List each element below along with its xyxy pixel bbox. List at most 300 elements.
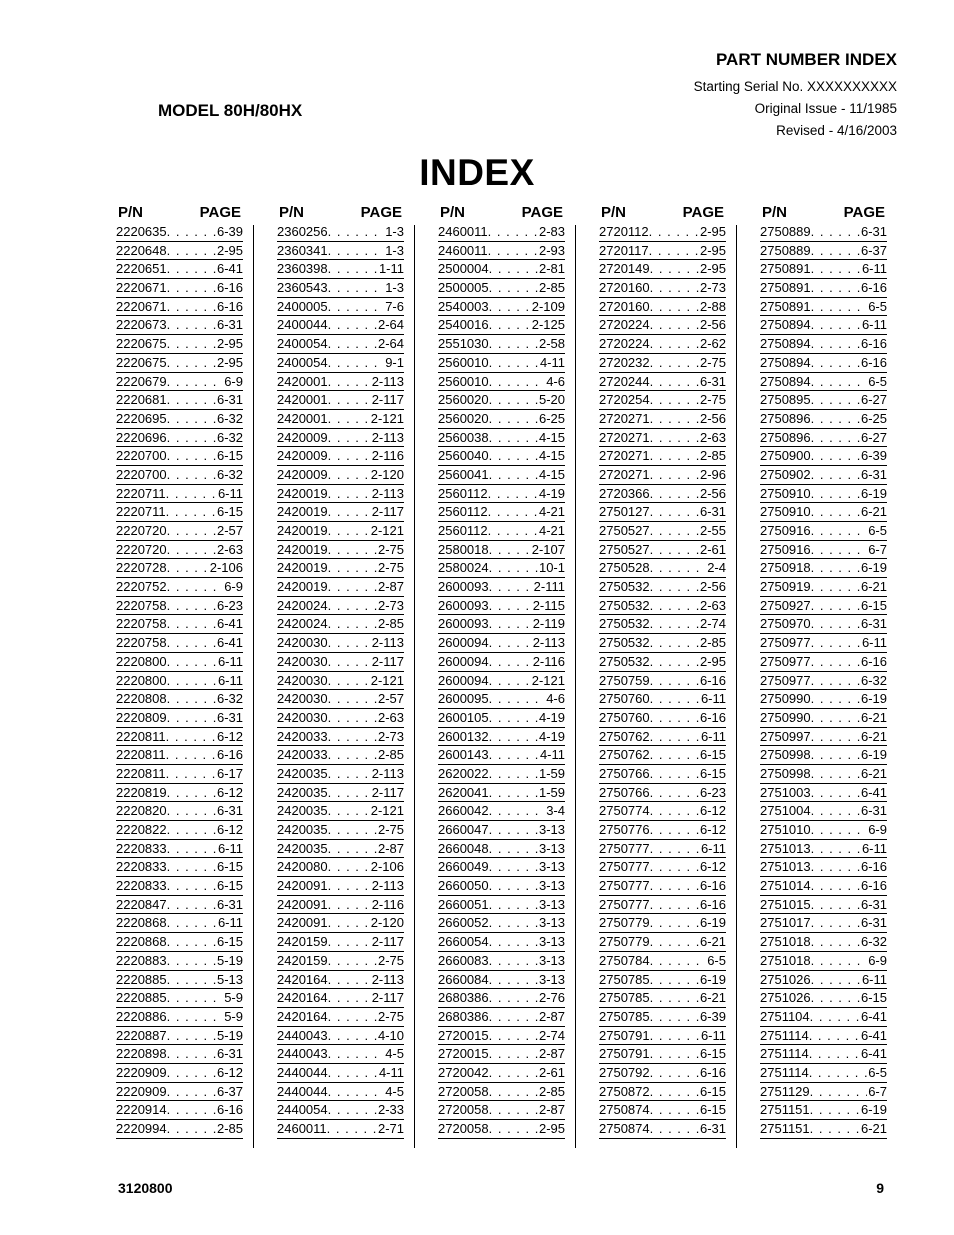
- page-reference: 6-21: [860, 709, 887, 725]
- page-reference: 6-16: [216, 1102, 243, 1118]
- part-number: 2750760: [599, 709, 650, 725]
- part-number: 2750998: [760, 747, 811, 763]
- page-reference: 6-31: [699, 1121, 726, 1136]
- part-number: 2220758: [116, 635, 167, 651]
- dot-leader: [650, 298, 699, 316]
- part-number: 2600095: [438, 691, 489, 707]
- index-entry: [599, 914, 726, 933]
- dot-leader: [488, 522, 538, 540]
- index-entry: [599, 989, 726, 1008]
- dot-leader: [327, 1120, 377, 1138]
- page-reference: 2-121: [531, 672, 565, 688]
- index-entry: [760, 634, 887, 653]
- dot-leader: [650, 1120, 699, 1138]
- page-reference: 2-74: [699, 616, 726, 632]
- part-number: 2560041: [438, 466, 489, 482]
- dot-leader: [811, 896, 860, 914]
- index-entry: [277, 410, 404, 429]
- part-number: 2420035: [277, 784, 328, 800]
- page-reference: 2-117: [371, 504, 404, 520]
- part-number: 2220648: [116, 242, 167, 258]
- index-entry: [760, 335, 887, 354]
- dot-leader: [167, 559, 209, 577]
- page-reference: 2-63: [699, 597, 726, 613]
- dot-leader: [811, 335, 860, 353]
- dot-leader: [811, 746, 860, 764]
- index-entry: [438, 447, 565, 466]
- page-reference: 4-19: [538, 485, 565, 501]
- part-number: 2220800: [116, 653, 167, 669]
- index-entry: [760, 802, 887, 821]
- part-number: 2750998: [760, 765, 811, 781]
- page-reference: 6-23: [699, 784, 726, 800]
- index-entry: [599, 971, 726, 990]
- part-number: 2220883: [116, 952, 167, 968]
- dot-leader: [489, 615, 532, 633]
- page-reference: 3-13: [538, 915, 565, 931]
- index-entry: [599, 1064, 726, 1083]
- part-number: 2751013: [760, 840, 811, 856]
- index-column: [116, 203, 243, 1148]
- page-reference: 2-73: [377, 597, 404, 613]
- index-entry: [438, 653, 565, 672]
- part-number: 2750896: [760, 429, 811, 445]
- page-reference: 4-15: [538, 448, 565, 464]
- part-number: 2420035: [277, 822, 328, 837]
- part-number: 2750766: [599, 784, 650, 800]
- page-reference: 6-41: [216, 261, 243, 277]
- dot-leader: [167, 447, 216, 465]
- dot-leader: [328, 466, 370, 484]
- page-reference: 4-6: [546, 373, 565, 389]
- page-reference: 6-23: [216, 597, 243, 613]
- index-entry: [760, 971, 887, 990]
- index-entry: [438, 784, 565, 803]
- part-number: 2220720: [116, 541, 167, 557]
- index-entry: [599, 279, 726, 298]
- part-number: 2750916: [760, 523, 811, 538]
- pn-header: P/N: [118, 204, 144, 221]
- index-entry: [599, 1008, 726, 1027]
- index-entry: [599, 354, 726, 373]
- part-number: 2360341: [277, 242, 328, 258]
- part-number: 2750127: [599, 504, 650, 520]
- page-reference: 6-32: [216, 429, 243, 445]
- dot-leader: [328, 989, 371, 1007]
- part-number: 2750532: [599, 597, 650, 613]
- index-entry: [438, 971, 565, 990]
- page-reference: 2-125: [531, 317, 565, 333]
- dot-leader: [328, 298, 385, 316]
- part-number: 2540016: [438, 317, 489, 333]
- dot-leader: [650, 858, 699, 876]
- dot-leader: [167, 821, 216, 839]
- index-entry: [760, 1083, 887, 1102]
- part-number: 2220833: [116, 859, 167, 875]
- page-reference: 6-11: [700, 728, 726, 744]
- index-entry: [760, 503, 887, 522]
- index-entry: [438, 522, 565, 541]
- index-entry: [438, 242, 565, 261]
- index-entry: [599, 653, 726, 672]
- part-number: 2750894: [760, 317, 811, 333]
- original-issue: Original Issue - 11/1985: [754, 101, 897, 116]
- page-reference: 2-95: [216, 336, 243, 352]
- index-entry: [277, 802, 404, 821]
- index-entry: [438, 952, 565, 971]
- page-reference: 1-3: [385, 242, 404, 258]
- index-entry: [116, 634, 243, 653]
- index-entry: [599, 802, 726, 821]
- dot-leader: [650, 690, 700, 708]
- page-reference: 6-16: [216, 298, 243, 314]
- index-entry: [277, 391, 404, 410]
- part-number: 2220752: [116, 579, 167, 595]
- dot-leader: [167, 971, 216, 989]
- index-entry: [438, 466, 565, 485]
- dot-leader: [167, 952, 216, 970]
- index-entry: [599, 391, 726, 410]
- index-entry: [760, 1064, 887, 1083]
- page-reference: 2-121: [370, 523, 404, 538]
- part-number: 2750774: [599, 803, 650, 819]
- index-entry: [116, 373, 243, 392]
- index-entry: [438, 541, 565, 560]
- part-number: 2400054: [277, 336, 328, 352]
- part-number: 2220833: [116, 840, 167, 856]
- page-reference: 2-73: [377, 728, 404, 744]
- dot-leader: [167, 615, 216, 633]
- index-entry: [116, 447, 243, 466]
- index-entry: [599, 1120, 726, 1139]
- index-entry: [760, 597, 887, 616]
- index-entry: [116, 952, 243, 971]
- page-reference: 6-15: [699, 765, 726, 781]
- index-entry: [438, 821, 565, 840]
- page-reference: 6-31: [216, 392, 243, 408]
- part-number: 2420091: [277, 896, 328, 912]
- part-number: 2220671: [116, 298, 167, 314]
- index-entry: [599, 466, 726, 485]
- dot-leader: [328, 242, 385, 260]
- part-number: 2720232: [599, 354, 650, 370]
- page-reference: 2-117: [371, 784, 404, 800]
- index-entry: [438, 690, 565, 709]
- index-entry: [277, 709, 404, 728]
- dot-leader: [811, 447, 860, 465]
- part-number: 2560038: [438, 429, 489, 445]
- page-reference: 2-113: [371, 765, 404, 781]
- part-number: 2750894: [760, 373, 811, 389]
- page-header: PAGE: [360, 204, 402, 221]
- page-reference: 2-81: [538, 261, 565, 277]
- part-number: 2400044: [277, 317, 328, 333]
- dot-leader: [167, 223, 216, 241]
- page-reference: 6-15: [860, 990, 887, 1006]
- part-number: 2751151: [760, 1121, 810, 1136]
- page-reference: 2-57: [216, 523, 243, 538]
- part-number: 2420030: [277, 672, 328, 688]
- part-number: 2750874: [599, 1121, 650, 1136]
- index-entry: [116, 840, 243, 859]
- part-number: 2220820: [116, 803, 167, 819]
- part-number: 2660042: [438, 803, 489, 819]
- page-reference: 6-5: [707, 952, 726, 968]
- page-reference: 6-7: [868, 541, 887, 557]
- index-entry: [438, 429, 565, 448]
- dot-leader: [809, 1027, 860, 1045]
- dot-leader: [328, 840, 377, 858]
- part-number: 2720058: [438, 1083, 489, 1099]
- page-reference: 2-113: [371, 373, 404, 389]
- page-reference: 6-9: [224, 579, 243, 595]
- dot-leader: [650, 260, 699, 278]
- dot-leader: [811, 578, 860, 596]
- index-entry: [438, 298, 565, 317]
- part-number: 2750891: [760, 280, 811, 296]
- page-reference: 6-41: [860, 1008, 887, 1024]
- dot-leader: [811, 709, 860, 727]
- index-entry: [760, 298, 887, 317]
- part-number: 2750777: [599, 859, 650, 875]
- page-reference: 6-15: [699, 1083, 726, 1099]
- part-number: 2750894: [760, 336, 811, 352]
- index-entry: [438, 858, 565, 877]
- dot-leader: [811, 877, 860, 895]
- dot-leader: [167, 653, 217, 671]
- page-number: 9: [876, 1180, 884, 1196]
- page-reference: 3-13: [538, 934, 565, 950]
- dot-leader: [811, 653, 860, 671]
- dot-leader: [650, 746, 699, 764]
- part-number: 2750889: [760, 242, 811, 258]
- dot-leader: [650, 709, 699, 727]
- part-number: 2420091: [277, 915, 328, 931]
- page-header: PAGE: [199, 204, 241, 221]
- index-entry: [438, 354, 565, 373]
- part-number: 2720149: [599, 261, 650, 277]
- dot-leader: [328, 260, 378, 278]
- index-entry: [760, 260, 887, 279]
- index-entry: [438, 1083, 565, 1102]
- page-reference: 2-113: [371, 878, 404, 894]
- index-entry: [116, 1064, 243, 1083]
- part-number: 2220811: [116, 728, 166, 744]
- part-number: 2420033: [277, 747, 328, 763]
- index-entry: [277, 653, 404, 672]
- dot-leader: [488, 485, 538, 503]
- dot-leader: [489, 373, 546, 391]
- index-table: [0, 203, 954, 1153]
- index-entry: [760, 373, 887, 392]
- index-entry: [277, 877, 404, 896]
- index-entry: [277, 765, 404, 784]
- page-reference: 2-113: [371, 971, 404, 987]
- part-number: 2720271: [599, 429, 650, 445]
- dot-leader: [328, 821, 377, 839]
- part-number: 2560112: [438, 485, 488, 501]
- dot-leader: [166, 765, 216, 783]
- index-entry: [116, 877, 243, 896]
- dot-leader: [167, 634, 216, 652]
- dot-leader: [811, 354, 860, 372]
- page-reference: 2-33: [377, 1102, 404, 1118]
- page-reference: 6-21: [860, 579, 887, 595]
- part-number: 2750785: [599, 971, 650, 987]
- part-number: 2500004: [438, 261, 489, 277]
- index-entry: [760, 615, 887, 634]
- index-entry: [599, 896, 726, 915]
- index-entry: [760, 765, 887, 784]
- pn-header: P/N: [762, 204, 788, 221]
- page-reference: 6-31: [860, 466, 887, 482]
- part-number: 2750910: [760, 504, 811, 520]
- dot-leader: [328, 877, 371, 895]
- part-number: 2750532: [599, 653, 650, 669]
- page-reference: 10-1: [538, 560, 565, 576]
- index-entry: [599, 541, 726, 560]
- page-reference: 6-41: [216, 616, 243, 632]
- dot-leader: [811, 802, 860, 820]
- dot-leader: [650, 391, 699, 409]
- index-entry: [760, 1101, 887, 1120]
- dot-leader: [811, 298, 868, 316]
- part-number: 2420080: [277, 859, 328, 875]
- dot-leader: [489, 466, 538, 484]
- page-reference: 2-61: [538, 1064, 565, 1080]
- index-entry: [116, 989, 243, 1008]
- part-number: 2500005: [438, 280, 489, 296]
- dot-leader: [811, 242, 860, 260]
- column-header: [760, 203, 887, 223]
- page-reference: 6-39: [860, 448, 887, 464]
- section-title: PART NUMBER INDEX: [715, 50, 897, 69]
- index-entry: [438, 746, 565, 765]
- index-entry: [438, 559, 565, 578]
- part-number: 2420009: [277, 466, 328, 482]
- page-reference: 6-25: [860, 410, 887, 426]
- page-reference: 6-16: [860, 354, 887, 370]
- part-number: 2720271: [599, 448, 650, 464]
- dot-leader: [489, 728, 538, 746]
- index-entry: [438, 914, 565, 933]
- index-entry: [760, 952, 887, 971]
- page-reference: 2-113: [532, 635, 565, 651]
- part-number: 2560010: [438, 354, 489, 370]
- part-number: 2750872: [599, 1083, 650, 1099]
- dot-leader: [166, 728, 216, 746]
- page-reference: 2-117: [371, 653, 404, 669]
- page-reference: 2-83: [538, 224, 565, 239]
- dot-leader: [328, 1045, 385, 1063]
- part-number: 2750990: [760, 709, 811, 725]
- index-entry: [599, 578, 726, 597]
- dot-leader: [811, 373, 868, 391]
- part-number: 2751026: [760, 971, 811, 987]
- index-entry: [116, 914, 243, 933]
- part-number: 2720058: [438, 1121, 489, 1136]
- index-entry: [116, 1027, 243, 1046]
- page-reference: 6-11: [861, 317, 887, 333]
- index-entry: [760, 1045, 887, 1064]
- page-reference: 6-11: [700, 1027, 726, 1043]
- index-entry: [116, 298, 243, 317]
- index-entry: [116, 728, 243, 747]
- index-entry: [599, 1027, 726, 1046]
- page-reference: 6-11: [217, 485, 243, 501]
- dot-leader: [650, 802, 699, 820]
- part-number: 2220696: [116, 429, 167, 445]
- dot-leader: [328, 653, 371, 671]
- part-number: 2750791: [599, 1027, 650, 1043]
- page-reference: 1-59: [538, 784, 565, 800]
- part-number: 2750927: [760, 597, 811, 613]
- page-reference: 2-73: [699, 280, 726, 296]
- part-number: 2360398: [277, 261, 328, 277]
- dot-leader: [811, 690, 860, 708]
- index-entry: [599, 429, 726, 448]
- part-number: 2750891: [760, 298, 811, 314]
- part-number: 2420019: [277, 504, 328, 520]
- dot-leader: [328, 896, 371, 914]
- dot-leader: [650, 933, 699, 951]
- index-entry: [599, 933, 726, 952]
- page-reference: 2-111: [533, 579, 565, 595]
- page-reference: 2-95: [699, 653, 726, 669]
- page-reference: 4-6: [546, 691, 565, 707]
- dot-leader: [328, 634, 371, 652]
- index-entry: [116, 672, 243, 691]
- page-reference: 6-15: [860, 597, 887, 613]
- index-entry: [760, 877, 887, 896]
- dot-leader: [811, 485, 860, 503]
- index-column: [277, 203, 404, 1148]
- dot-leader: [328, 728, 377, 746]
- page-reference: 6-19: [860, 485, 887, 501]
- part-number: 2720224: [599, 336, 650, 352]
- index-entry: [277, 896, 404, 915]
- part-number: 2750527: [599, 523, 650, 538]
- dot-leader: [328, 952, 377, 970]
- index-entry: [599, 316, 726, 335]
- index-entry: [116, 316, 243, 335]
- index-entry: [760, 466, 887, 485]
- page-reference: 2-106: [370, 859, 404, 875]
- dot-leader: [809, 1045, 860, 1063]
- index-entry: [277, 316, 404, 335]
- page-reference: 4-11: [539, 747, 565, 763]
- index-entry: [277, 1101, 404, 1120]
- index-entry: [277, 354, 404, 373]
- index-entry: [277, 597, 404, 616]
- index-entry: [277, 1120, 404, 1139]
- dot-leader: [489, 634, 532, 652]
- part-number: 2750785: [599, 1008, 650, 1024]
- dot-leader: [328, 971, 371, 989]
- index-entry: [277, 971, 404, 990]
- dot-leader: [167, 709, 216, 727]
- page-reference: 3-13: [538, 878, 565, 894]
- page-reference: 2-121: [370, 672, 404, 688]
- dot-leader: [328, 1008, 377, 1026]
- dot-leader: [328, 279, 385, 297]
- page-reference: 6-16: [216, 747, 243, 763]
- index-entry: [277, 989, 404, 1008]
- dot-leader: [167, 802, 216, 820]
- dot-leader: [489, 447, 538, 465]
- dot-leader: [167, 466, 216, 484]
- index-entry: [277, 541, 404, 560]
